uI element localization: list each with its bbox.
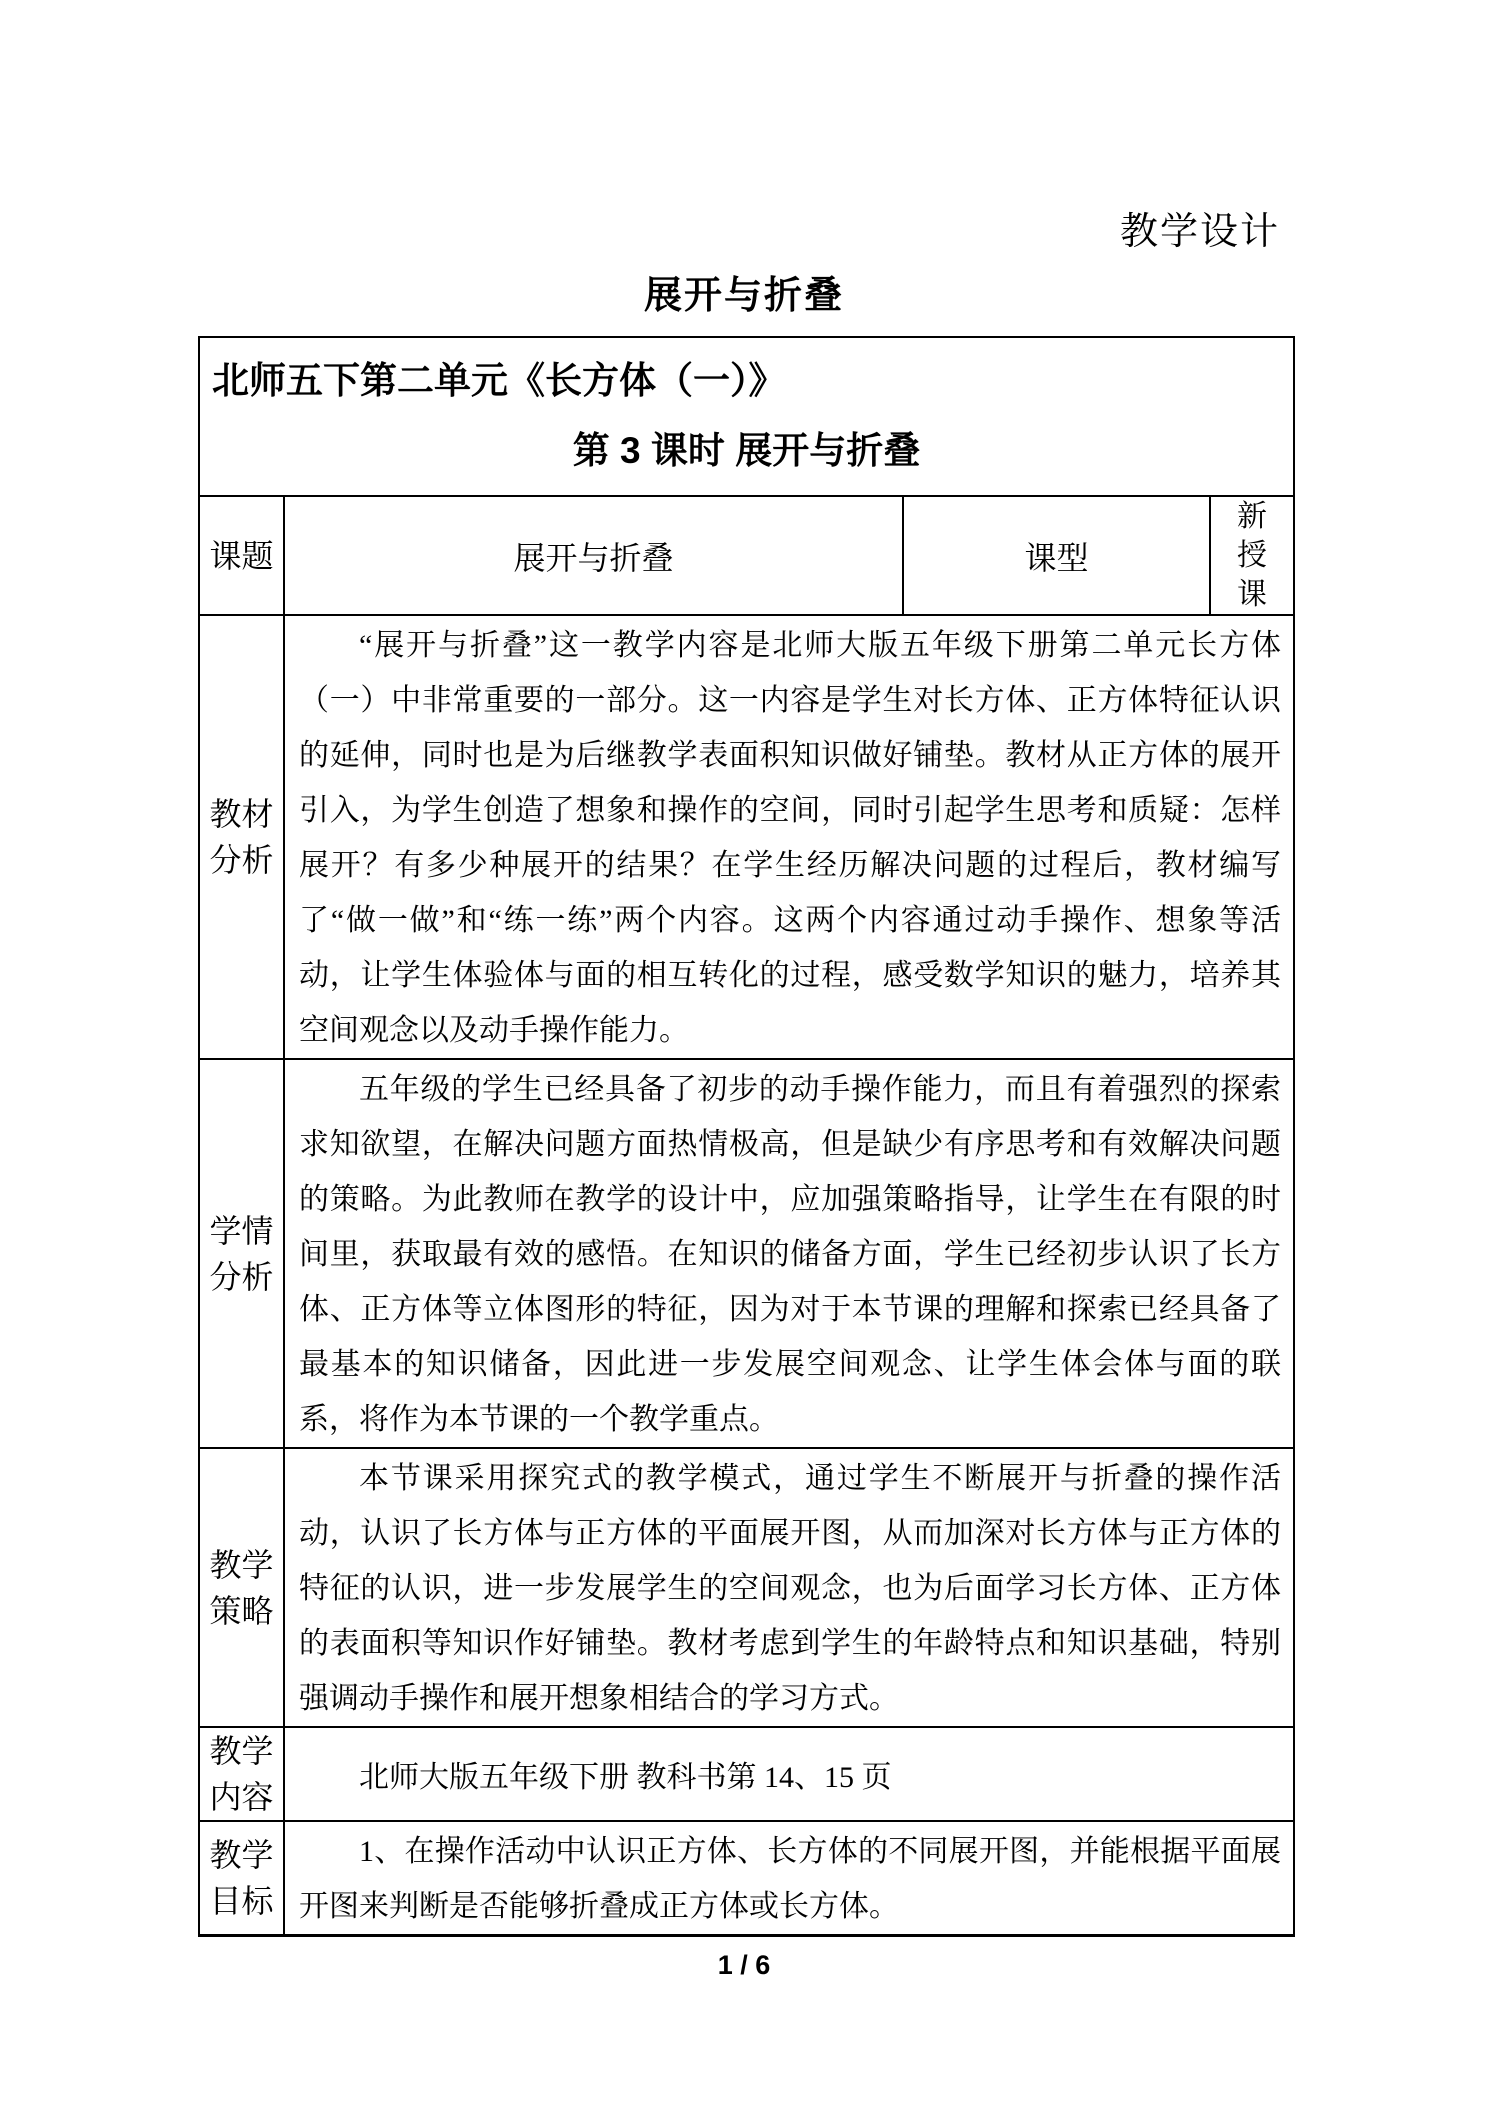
course-type-value-cell: 新授课 xyxy=(1210,496,1294,615)
table-header-cell xyxy=(199,337,1294,496)
topic-label-cell: 课题 xyxy=(199,496,284,615)
teaching-strategy-text: 本节课采用探究式的教学模式，通过学生不断展开与折叠的操作活动，认识了长方体与正方体的平面展开图，从而加深对长方体与正方体的特征的认识，进一步发展学生的空间观念，也为后面学习长方体、正方体的表面积等知识作好铺垫。教材考虑到学生的年龄特点和知识基础，特别强调动手操作和展开想象相结合的学习方式。 xyxy=(284,1448,1294,1727)
course-type-label-cell: 课型 xyxy=(903,496,1210,615)
teaching-content-text: 北师大版五年级下册 教科书第 14、15 页 xyxy=(284,1727,1294,1821)
teaching-goal-label: 教学目标 xyxy=(199,1821,284,1936)
unit-title: 北师五下第二单元《长方体（一）》 xyxy=(212,360,786,401)
learner-analysis-text: 五年级的学生已经具备了初步的动手操作能力，而且有着强烈的探索求知欲望，在解决问题方面热情极高，但是缺少有序思考和有效解决问题的策略。为此教师在教学的设计中，应加强策略指导，让学生在有限的时间里，获取最有效的感悟。在知识的储备方面，学生已经初步认识了长方体、正方体等立体图形的特征，因为对于本节课的理解和探索已经具备了最基本的知识储备，因此进一步发展空间观念、让学生体会体与面的联系，将作为本节课的一个教学重点。 xyxy=(284,1059,1294,1448)
learner-analysis-label: 学情分析 xyxy=(199,1059,284,1448)
topic-value-cell: 展开与折叠 xyxy=(284,496,903,615)
lesson-plan-table xyxy=(198,336,1295,1937)
learner-analysis-row xyxy=(199,1059,1294,1448)
lesson-title: 第 3 课时 展开与折叠 xyxy=(572,430,921,471)
page-number: 1 / 6 xyxy=(717,1950,771,1980)
teaching-strategy-label: 教学策略 xyxy=(199,1448,284,1727)
page-title: 展开与折叠 xyxy=(643,275,844,317)
material-analysis-text: “展开与折叠”这一教学内容是北师大版五年级下册第二单元长方体（一）中非常重要的一部分。这一内容是学生对长方体、正方体特征认识的延伸，同时也是为后继教学表面积知识做好铺垫。教材从正方体的展开引入，为学生创造了想象和操作的空间，同时引起学生思考和质疑：怎样展开？有多少种展开的结果？在学生经历解决问题的过程后，教材编写了“做一做”和“练一练”两个内容。这两个内容通过动手操作、想象等活动，让学生体验体与面的相互转化的过程，感受数学知识的魅力，培养其空间观念以及动手操作能力。 xyxy=(284,615,1294,1059)
teaching-goal-row xyxy=(199,1821,1294,1936)
material-analysis-row xyxy=(199,615,1294,1059)
table-header-row xyxy=(199,337,1294,496)
teaching-content-row xyxy=(199,1727,1294,1821)
teaching-strategy-row xyxy=(199,1448,1294,1727)
course-row xyxy=(199,496,1294,615)
material-analysis-label: 教材分析 xyxy=(199,615,284,1059)
corner-label: 教学设计 xyxy=(1119,211,1280,253)
teaching-content-label: 教学内容 xyxy=(199,1727,284,1821)
teaching-goal-text: 1、在操作活动中认识正方体、长方体的不同展开图，并能根据平面展开图来判断是否能够折叠成正方体或长方体。 xyxy=(284,1821,1294,1936)
